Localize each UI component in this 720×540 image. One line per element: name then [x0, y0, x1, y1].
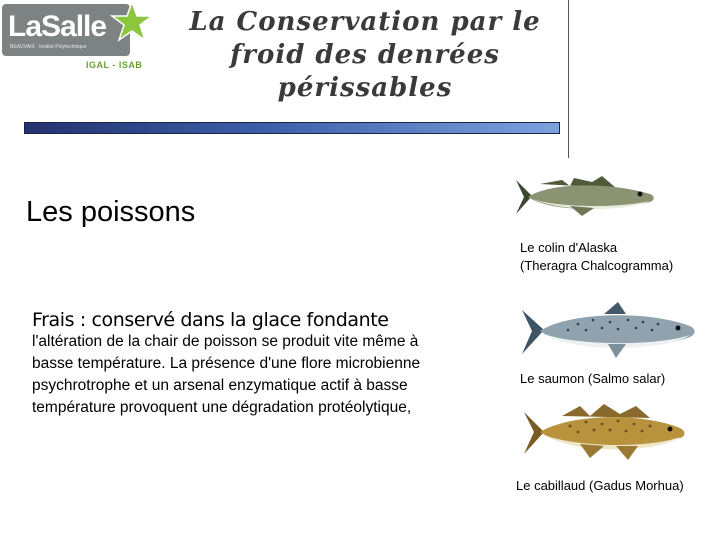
star-icon	[110, 0, 154, 44]
page-title	[165, 6, 565, 105]
title-underline-bar	[24, 122, 560, 134]
section-paragraph: l'altération de la chair de poisson se produit vite même à basse température. La présence d'une flore microbienne psychrotrophe et un arsenal enzymatique actif à basse température provoquent une dégradation protéolytique,	[32, 333, 421, 416]
pollock-caption-1: Le colin d'Alaska	[520, 240, 618, 255]
title-line-3: périssables	[277, 73, 453, 103]
title-line-1: La Conservation par le	[189, 7, 541, 37]
logo-brand: LaSalle	[8, 10, 107, 43]
logo-subbrand: IGAL - ISAB	[86, 60, 143, 70]
section-subtitle: Frais : conservé dans la glace fondante	[32, 309, 389, 331]
salmon-fish-icon	[518, 300, 698, 362]
section-heading: Les poissons	[26, 196, 196, 228]
salmon-caption: Le saumon (Salmo salar)	[520, 371, 666, 386]
pollock-caption-2: (Theragra Chalcogramma)	[520, 258, 674, 273]
cod-caption: Le cabillaud (Gadus Morhua)	[516, 478, 684, 493]
logo-tagline: BEAUVAIS · Institut Polytechnique	[10, 44, 87, 50]
pollock-fish-icon	[510, 172, 660, 222]
cod-fish-icon	[520, 400, 688, 464]
vertical-divider	[568, 0, 569, 158]
title-line-2: froid des denrées	[230, 40, 500, 70]
lasalle-logo	[0, 0, 160, 75]
